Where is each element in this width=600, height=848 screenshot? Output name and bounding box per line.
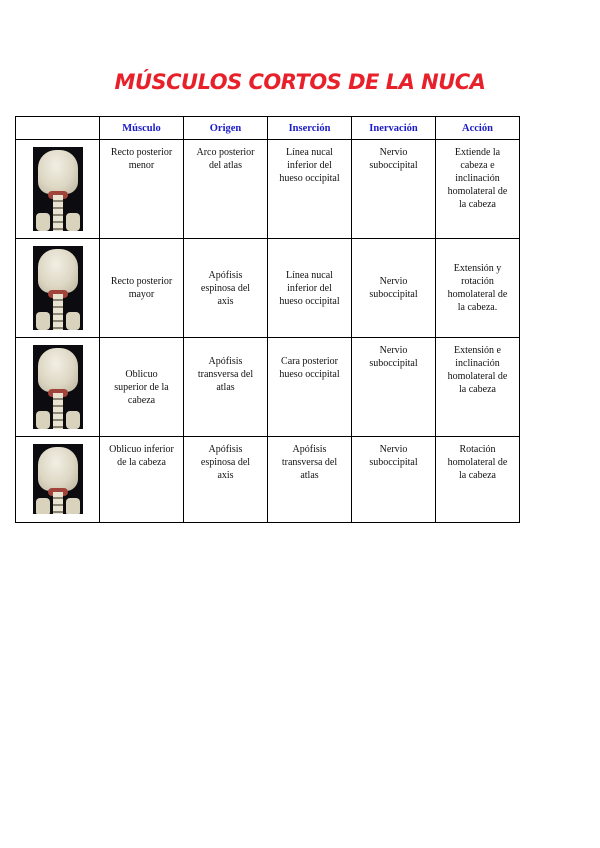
origen-cell: Apófisis transversa del atlas xyxy=(184,338,268,437)
origen-cell: Arco posterior del atlas xyxy=(184,140,268,239)
image-cell xyxy=(16,437,100,523)
insercion-cell: Línea nucal inferior del hueso occipital xyxy=(268,239,352,338)
accion-cell: Extensión e inclinación homolateral de la cabeza xyxy=(436,338,520,437)
inervacion-cell: Nervio suboccipital xyxy=(352,140,436,239)
musculo-cell: Oblicuo superior de la cabeza xyxy=(100,338,184,437)
table-row xyxy=(16,239,520,338)
insercion-cell: Línea nucal inferior del hueso occipital xyxy=(268,140,352,239)
image-cell xyxy=(16,338,100,437)
origen-cell: Apófisis espinosa del axis xyxy=(184,239,268,338)
header-musculo: Músculo xyxy=(100,117,184,140)
table-row xyxy=(16,338,520,437)
skull-image xyxy=(33,246,83,330)
insercion-cell: Apófisis transversa del atlas xyxy=(268,437,352,523)
header-origen: Origen xyxy=(184,117,268,140)
muscles-table xyxy=(15,116,520,523)
table-row xyxy=(16,437,520,523)
page-title: MÚSCULOS CORTOS DE LA NUCA xyxy=(114,70,486,94)
skull-image xyxy=(33,147,83,231)
header-row xyxy=(16,117,520,140)
table-row xyxy=(16,140,520,239)
header-accion: Acción xyxy=(436,117,520,140)
image-cell xyxy=(16,140,100,239)
accion-cell: Extensión y rotación homolateral de la cabeza. xyxy=(436,239,520,338)
musculo-cell: Oblicuo inferior de la cabeza xyxy=(100,437,184,523)
skull-image xyxy=(33,345,83,429)
header-image xyxy=(16,117,100,140)
skull-image xyxy=(33,444,83,514)
image-cell xyxy=(16,239,100,338)
musculo-cell: Recto posterior menor xyxy=(100,140,184,239)
origen-cell: Apófisis espinosa del axis xyxy=(184,437,268,523)
header-insercion: Inserción xyxy=(268,117,352,140)
inervacion-cell: Nervio suboccipital xyxy=(352,239,436,338)
header-inervacion: Inervación xyxy=(352,117,436,140)
accion-cell: Rotación homolateral de la cabeza xyxy=(436,437,520,523)
inervacion-cell: Nervio suboccipital xyxy=(352,338,436,437)
inervacion-cell: Nervio suboccipital xyxy=(352,437,436,523)
musculo-cell: Recto posterior mayor xyxy=(100,239,184,338)
accion-cell: Extiende la cabeza e inclinación homolateral de la cabeza xyxy=(436,140,520,239)
insercion-cell: Cara posterior hueso occipital xyxy=(268,338,352,437)
